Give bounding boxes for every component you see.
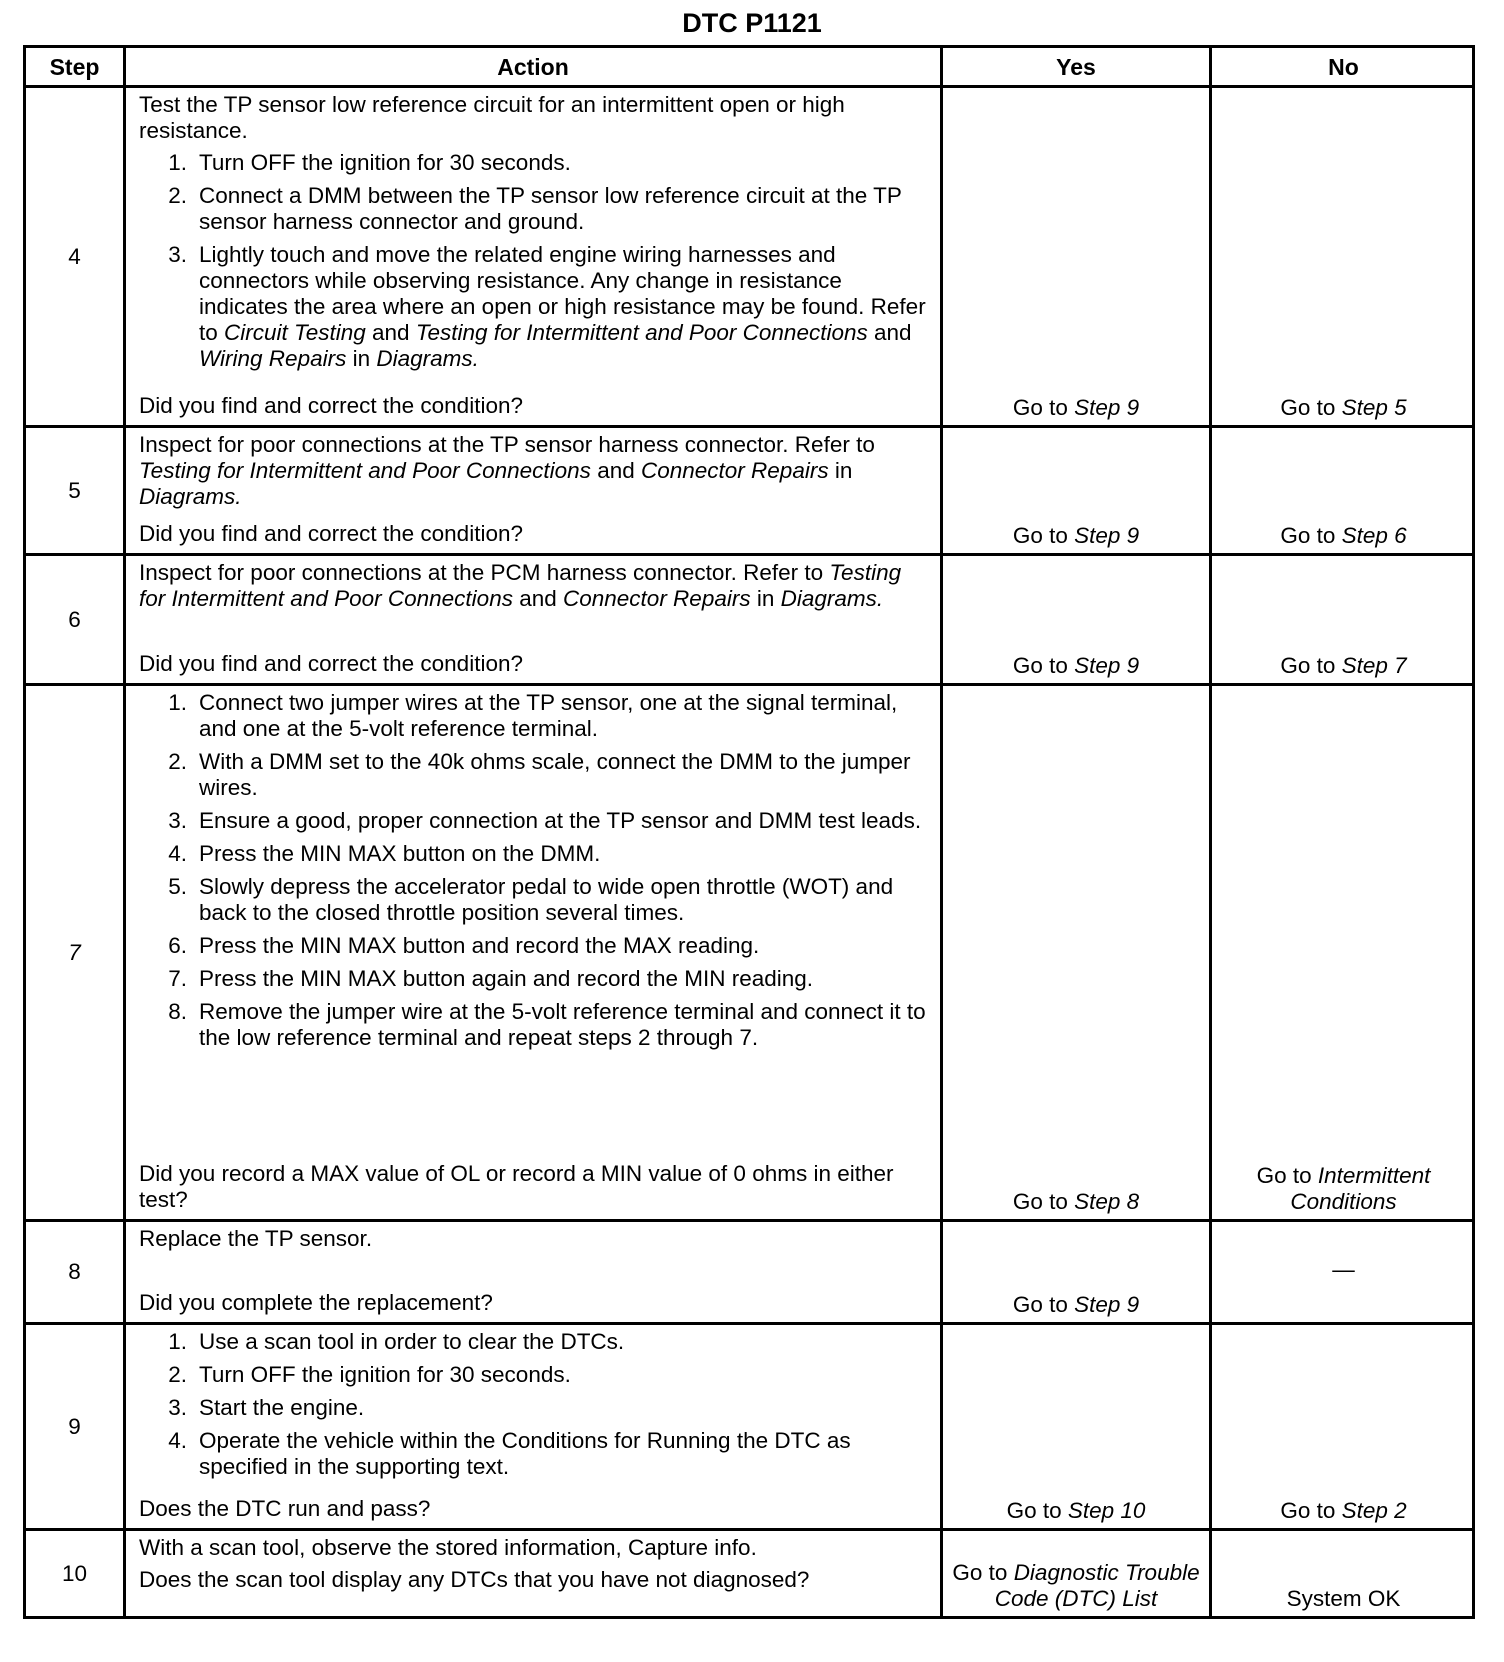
action-question: Did you record a MAX value of OL or record a MIN value of 0 ohms in either test? (139, 1161, 894, 1212)
action-question: Did you find and correct the condition? (139, 521, 523, 546)
list-number: 2. (168, 183, 187, 208)
action-question: Does the DTC run and pass? (139, 1496, 431, 1521)
action-list-item (139, 966, 932, 992)
no-text (1287, 1586, 1401, 1612)
step-number: 8 (26, 1222, 126, 1322)
no-text (1280, 395, 1406, 421)
list-number: 3. (168, 808, 187, 833)
action-question: Does the scan tool display any DTCs that you have not diagnosed? (139, 1567, 810, 1592)
text-segment: Remove the jumper wire at the 5-volt reference terminal and connect it to the low reference terminal and repeat steps 2 through 7. (199, 999, 926, 1050)
italic-reference: Testing for Intermittent and Poor Connections (415, 320, 868, 345)
text-segment: System OK (1286, 1586, 1401, 1611)
action-cell (126, 1531, 943, 1616)
table-row (26, 1222, 1472, 1325)
text-segment: Connect two jumper wires at the TP sensor, one at the signal terminal, and one at the 5-volt reference terminal. (199, 690, 898, 741)
text-segment: Press the MIN MAX button again and record the MIN reading. (199, 966, 814, 991)
list-text (199, 183, 932, 235)
list-number: 4. (168, 1428, 187, 1453)
list-number: 6. (168, 933, 187, 958)
text-segment: Turn OFF the ignition for 30 seconds. (199, 1362, 571, 1387)
text-segment: Go to (1280, 395, 1342, 420)
list-text (199, 933, 759, 959)
list-number: 3. (168, 1395, 187, 1420)
text-segment: Use a scan tool in order to clear the DTCs. (199, 1329, 625, 1354)
yes-text (1007, 1498, 1146, 1524)
yes-result (943, 686, 1212, 1219)
table-row (26, 686, 1472, 1222)
page-title: DTC P1121 (682, 8, 822, 38)
step-number: 5 (26, 428, 126, 553)
italic-reference: Intermittent Conditions (1290, 1163, 1431, 1214)
no-result (1212, 1325, 1475, 1528)
list-text (199, 808, 921, 834)
table-row (26, 88, 1472, 428)
text-segment: Ensure a good, proper connection at the TP sensor and DMM test leads. (199, 808, 922, 833)
text-segment: Operate the vehicle within the Conditions for Running the DTC as specified in the supporting text. (199, 1428, 851, 1479)
text-segment: Go to (1280, 523, 1342, 548)
list-text (199, 1428, 932, 1480)
italic-reference: Wiring Repairs (199, 346, 347, 371)
italic-reference: Step 9 (1074, 1292, 1140, 1317)
text-segment: Go to (952, 1560, 1014, 1585)
action-paragraph (139, 92, 932, 144)
list-text (199, 749, 932, 801)
list-text (199, 1362, 571, 1388)
action-list-item (139, 999, 932, 1051)
text-segment: Go to (1280, 1498, 1342, 1523)
table-header-row (26, 48, 1472, 88)
step-number: 4 (26, 88, 126, 425)
list-number: 3. (168, 242, 187, 267)
text-segment: Go to (1012, 1189, 1075, 1214)
text-segment: Connect a DMM between the TP sensor low reference circuit at the TP sensor harness connector and ground. (199, 183, 902, 234)
italic-reference: Step 6 (1341, 523, 1407, 548)
text-segment: Go to (1012, 653, 1075, 678)
action-cell (126, 1325, 943, 1528)
italic-reference: Step 9 (1074, 653, 1140, 678)
text-segment: Go to (1006, 1498, 1068, 1523)
text-segment: in (828, 458, 853, 483)
yes-text (949, 1560, 1203, 1612)
no-text (1218, 1163, 1469, 1215)
text-segment: Start the engine. (199, 1395, 365, 1420)
table-row (26, 1531, 1472, 1616)
action-list-item (139, 749, 932, 801)
italic-reference: Step 8 (1074, 1189, 1140, 1214)
text-segment: and (512, 586, 563, 611)
header-no: No (1328, 53, 1359, 80)
action-list-item (139, 933, 932, 959)
italic-reference: Step 2 (1341, 1498, 1407, 1523)
text-segment: Slowly depress the accelerator pedal to wide open throttle (WOT) and back to the closed throttle position several times. (199, 874, 894, 925)
text-segment: Press the MIN MAX button and record the MAX reading. (199, 933, 760, 958)
yes-text (1013, 1292, 1139, 1318)
action-question: Did you complete the replacement? (139, 1290, 493, 1315)
action-list-item (139, 1329, 932, 1355)
diagnostic-table (23, 45, 1475, 1619)
text-segment: in (750, 586, 781, 611)
yes-text (1013, 653, 1139, 679)
italic-reference: Circuit Testing (224, 320, 366, 345)
no-result (1212, 1222, 1475, 1322)
action-list-item (139, 1428, 932, 1480)
action-paragraph (139, 1226, 932, 1252)
action-list-item (139, 150, 932, 176)
action-cell (126, 686, 943, 1219)
text-segment: Go to (1256, 1163, 1318, 1188)
step-number: 7 (26, 686, 126, 1219)
no-text (1280, 653, 1406, 679)
yes-result (943, 428, 1212, 553)
no-result (1212, 556, 1475, 683)
text-segment: in (346, 346, 377, 371)
yes-text (1013, 1189, 1139, 1215)
action-paragraph (139, 432, 932, 510)
list-number: 8. (168, 999, 187, 1024)
action-list-item (139, 690, 932, 742)
action-list-item (139, 183, 932, 235)
yes-result (943, 1325, 1212, 1528)
list-text (199, 242, 932, 372)
text-segment: Go to (1012, 523, 1075, 548)
list-number: 2. (168, 1362, 187, 1387)
action-question: Did you find and correct the condition? (139, 393, 523, 418)
text-segment: Go to (1012, 1292, 1075, 1317)
header-action: Action (126, 48, 943, 85)
italic-reference: Diagrams. (780, 586, 884, 611)
yes-result (943, 88, 1212, 425)
action-cell (126, 556, 943, 683)
action-question: Did you find and correct the condition? (139, 651, 523, 676)
italic-reference: Testing for Intermittent and Poor Connections (139, 560, 902, 611)
no-text (1280, 1498, 1406, 1524)
list-text (199, 999, 932, 1051)
text-segment: Inspect for poor connections at the PCM harness connector. Refer to (139, 560, 830, 585)
text-segment: Go to (1280, 653, 1342, 678)
no-result (1212, 428, 1475, 553)
text-segment: and (590, 458, 641, 483)
text-segment: Turn OFF the ignition for 30 seconds. (199, 150, 571, 175)
italic-reference: Connector Repairs (640, 458, 829, 483)
yes-text (1013, 395, 1139, 421)
text-segment: Inspect for poor connections at the TP sensor harness connector. Refer to (139, 432, 875, 457)
italic-reference: Diagnostic Trouble Code (DTC) List (994, 1560, 1200, 1611)
text-segment: With a scan tool, observe the stored information, Capture info. (139, 1535, 757, 1560)
text-segment: and (867, 320, 912, 345)
table-row (26, 556, 1472, 686)
yes-result (943, 1222, 1212, 1322)
list-number: 1. (168, 150, 187, 175)
no-result (1212, 88, 1475, 425)
text-segment: Replace the TP sensor. (139, 1226, 373, 1251)
text-segment: Lightly touch and move the related engine wiring harnesses and connectors while observing resistance. Any change in resistance indicates the area where an open or high resistance may be found. Refer to (199, 242, 926, 345)
italic-reference: Step 7 (1341, 653, 1407, 678)
action-list-item (139, 841, 932, 867)
yes-result (943, 1531, 1212, 1616)
text-segment: Press the MIN MAX button on the DMM. (199, 841, 601, 866)
text-segment: and (365, 320, 416, 345)
action-paragraph (139, 560, 932, 612)
no-text (1280, 523, 1406, 549)
no-result (1212, 1531, 1475, 1616)
list-number: 7. (168, 966, 187, 991)
no-result (1212, 686, 1475, 1219)
italic-reference: Connector Repairs (563, 586, 751, 611)
action-cell (126, 428, 943, 553)
action-list-item (139, 1395, 932, 1421)
yes-text (1013, 523, 1139, 549)
italic-reference: Step 10 (1067, 1498, 1146, 1523)
list-number: 5. (168, 874, 187, 899)
italic-reference: Step 9 (1074, 395, 1140, 420)
header-step: Step (26, 48, 126, 85)
action-cell (126, 1222, 943, 1322)
list-number: 1. (168, 690, 187, 715)
text-segment: Go to (1012, 395, 1075, 420)
list-number: 2. (168, 749, 187, 774)
italic-reference: Diagrams. (376, 346, 479, 371)
step-number: 6 (26, 556, 126, 683)
list-text (199, 1395, 364, 1421)
list-number: 1. (168, 1329, 187, 1354)
text-segment: With a DMM set to the 40k ohms scale, connect the DMM to the jumper wires. (199, 749, 911, 800)
table-row (26, 1325, 1472, 1531)
action-paragraph (139, 1535, 932, 1561)
list-text (199, 874, 932, 926)
list-text (199, 841, 600, 867)
italic-reference: Step 9 (1074, 523, 1140, 548)
list-text (199, 150, 571, 176)
action-list-item (139, 242, 932, 372)
action-list-item (139, 874, 932, 926)
list-text (199, 966, 813, 992)
italic-reference: Testing for Intermittent and Poor Connections (139, 458, 591, 483)
action-cell (126, 88, 943, 425)
text-segment: — (1332, 1257, 1355, 1282)
list-number: 4. (168, 841, 187, 866)
no-text (1332, 1257, 1355, 1283)
step-number: 10 (26, 1531, 126, 1616)
step-number: 9 (26, 1325, 126, 1528)
italic-reference: Diagrams. (139, 484, 242, 509)
italic-reference: Step 5 (1341, 395, 1407, 420)
table-row (26, 428, 1472, 556)
header-yes: Yes (943, 48, 1212, 85)
yes-result (943, 556, 1212, 683)
text-segment: Test the TP sensor low reference circuit for an intermittent open or high resistance. (139, 92, 845, 143)
action-list-item (139, 1362, 932, 1388)
list-text (199, 1329, 624, 1355)
action-list-item (139, 808, 932, 834)
list-text (199, 690, 932, 742)
